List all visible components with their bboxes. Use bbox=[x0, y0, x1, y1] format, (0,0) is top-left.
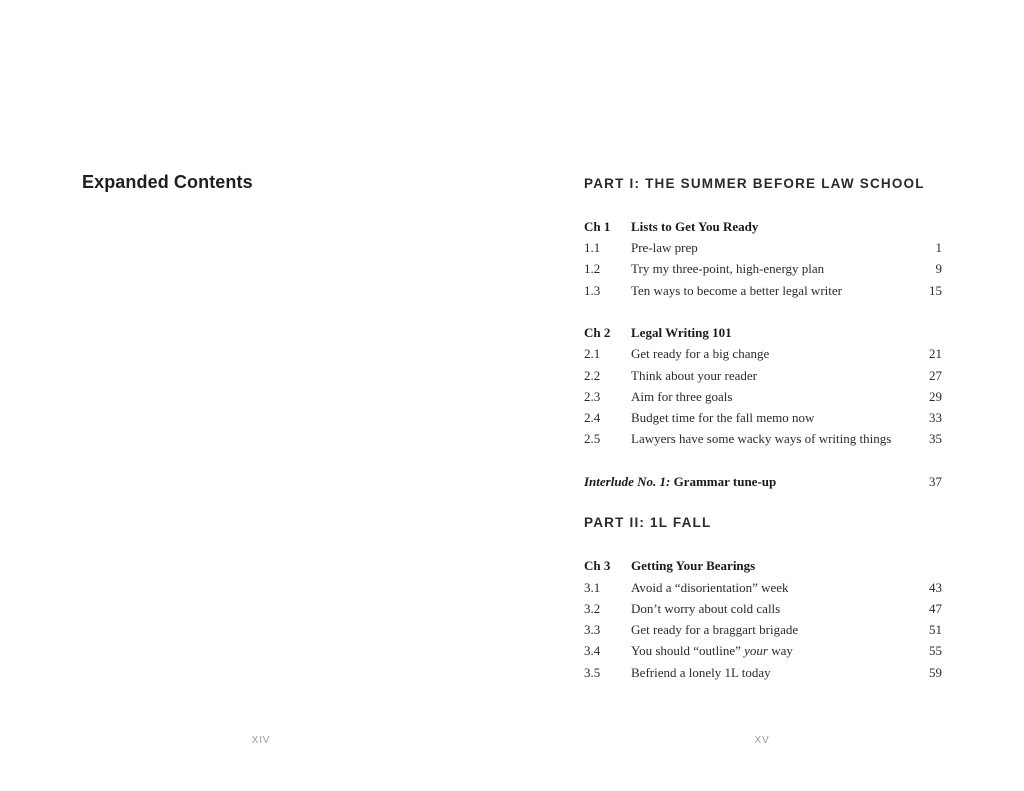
section-row bbox=[584, 237, 942, 258]
section-number: 3.3 bbox=[584, 622, 601, 637]
section-row bbox=[584, 258, 942, 279]
section-row bbox=[584, 640, 942, 661]
section-title: Befriend a lonely 1L today bbox=[631, 665, 771, 680]
interlude-title: Grammar tune-up bbox=[673, 474, 777, 489]
right-page bbox=[512, 0, 1024, 791]
section-number: 3.1 bbox=[584, 580, 601, 595]
part-heading-1: PART I: THE SUMMER BEFORE LAW SCHOOL bbox=[584, 176, 925, 191]
section-page: 15 bbox=[929, 283, 942, 298]
section-number: 2.5 bbox=[584, 431, 601, 446]
section-page: 47 bbox=[929, 601, 942, 616]
section-page: 21 bbox=[929, 346, 942, 361]
section-row bbox=[584, 428, 942, 449]
interlude-page: 37 bbox=[929, 474, 942, 489]
chapter-title: Lists to Get You Ready bbox=[631, 219, 759, 234]
section-row bbox=[584, 619, 942, 640]
section-title: Get ready for a big change bbox=[631, 346, 770, 361]
section-page: 35 bbox=[929, 431, 942, 446]
section-page: 59 bbox=[929, 665, 942, 680]
section-title: Try my three-point, high-energy plan bbox=[631, 261, 825, 276]
section-title: Avoid a “disorientation” week bbox=[631, 580, 789, 595]
section-page: 27 bbox=[929, 368, 942, 383]
section-page: 1 bbox=[935, 240, 942, 255]
section-title: Get ready for a braggart brigade bbox=[631, 622, 799, 637]
chapter-title: Legal Writing 101 bbox=[631, 325, 732, 340]
chapter-title: Getting Your Bearings bbox=[631, 558, 756, 573]
section-page: 29 bbox=[929, 389, 942, 404]
section-row bbox=[584, 598, 942, 619]
section-title: Budget time for the fall memo now bbox=[631, 410, 815, 425]
section-number: 1.3 bbox=[584, 283, 601, 298]
chapter-number: Ch 1 bbox=[584, 219, 611, 234]
section-number: 3.5 bbox=[584, 665, 601, 680]
part-heading-2: PART II: 1L FALL bbox=[584, 515, 712, 530]
chapter-number: Ch 2 bbox=[584, 325, 611, 340]
section-row bbox=[584, 365, 942, 386]
section-row bbox=[584, 577, 942, 598]
section-page: 33 bbox=[929, 410, 942, 425]
section-number: 2.1 bbox=[584, 346, 601, 361]
page-title: Expanded Contents bbox=[82, 172, 253, 192]
section-number: 3.4 bbox=[584, 643, 601, 658]
section-row bbox=[584, 386, 942, 407]
section-number: 2.2 bbox=[584, 368, 601, 383]
section-title: Ten ways to become a better legal writer bbox=[631, 283, 842, 298]
section-number: 3.2 bbox=[584, 601, 601, 616]
chapter-number: Ch 3 bbox=[584, 558, 611, 573]
section-number: 2.4 bbox=[584, 410, 601, 425]
interlude-row bbox=[584, 471, 942, 492]
section-page: 43 bbox=[929, 580, 942, 595]
page-number-left: XIV bbox=[251, 735, 271, 746]
section-row bbox=[584, 407, 942, 428]
section-page: 55 bbox=[929, 643, 942, 658]
section-number: 2.3 bbox=[584, 389, 601, 404]
section-title: Don’t worry about cold calls bbox=[631, 601, 781, 616]
section-title-end: way bbox=[771, 643, 793, 658]
section-row bbox=[584, 662, 942, 683]
section-number: 1.1 bbox=[584, 240, 601, 255]
section-title-start: You should “outline” bbox=[631, 643, 741, 658]
section-row bbox=[584, 280, 942, 301]
section-title: Lawyers have some wacky ways of writing things bbox=[631, 431, 892, 446]
section-title: Pre-law prep bbox=[631, 240, 698, 255]
chapter-row-2 bbox=[584, 322, 942, 343]
page-number-right: XV bbox=[754, 735, 770, 746]
section-page: 9 bbox=[935, 261, 942, 276]
interlude-label: Interlude No. 1: bbox=[584, 474, 671, 489]
section-row bbox=[584, 343, 942, 364]
section-number: 1.2 bbox=[584, 261, 601, 276]
section-title: Think about your reader bbox=[631, 368, 757, 383]
section-page: 51 bbox=[929, 622, 942, 637]
section-title-emphasis: your bbox=[744, 643, 768, 658]
interlude-text bbox=[584, 471, 776, 492]
section-title: Aim for three goals bbox=[631, 389, 733, 404]
chapter-row-3 bbox=[584, 555, 942, 576]
chapter-row-1 bbox=[584, 216, 942, 237]
section-title bbox=[631, 640, 793, 661]
